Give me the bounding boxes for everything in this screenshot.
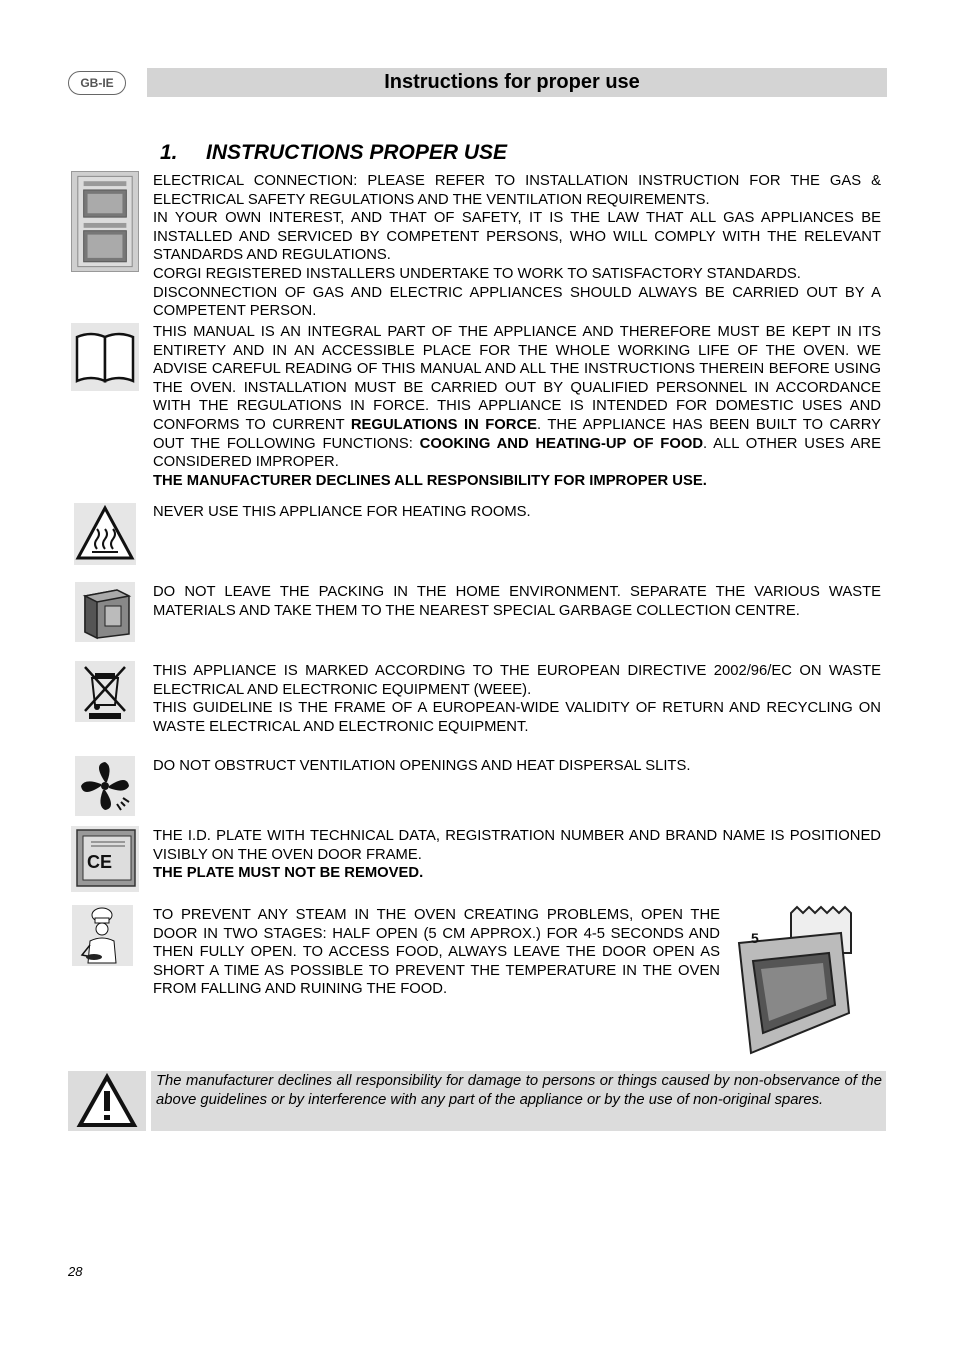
plate-bold: THE PLATE MUST NOT BE REMOVED. [153, 865, 424, 882]
warning-text: The manufacturer declines all responsibility for damage to persons or things caused by non-observance of the above guidelines or by interference with any part of the appliance or by the use of non-original spares. [156, 1073, 882, 1108]
page-title: Instructions for proper use [384, 71, 640, 93]
packing-box-icon [75, 582, 135, 642]
plate-disclaimer [153, 864, 881, 883]
book-icon [71, 323, 139, 391]
weee-bin-icon [75, 661, 135, 722]
manual-paragraph [153, 323, 881, 490]
packing-paragraph: DO NOT LEAVE THE PACKING IN THE HOME ENVIRONMENT. SEPARATE THE VARIOUS WASTE MATERIALS AND TAKE THEM TO THE NEAREST SPECIAL GARBAGE COLLECTION CENTRE. [153, 584, 881, 619]
svg-text:CE: CE [87, 852, 113, 872]
svg-text:5: 5 [751, 930, 759, 946]
manual-text [153, 323, 881, 472]
steam-paragraph: TO PREVENT ANY STEAM IN THE OVEN CREATING PROBLEMS, OPEN THE DOOR IN TWO STAGES: HALF OPEN (5 CM APPROX.) FOR 4-5 SECONDS AND THEN FULLY OPEN. TO ACCESS FOOD, ALWAYS LEAVE THE DOOR OPEN AS SHORT A TIME AS POSSIBLE TO PREVENT THE TEMPERATURE IN THE OVEN FROM FALLING AND RUINING THE FOOD. [153, 907, 720, 998]
manual-bold-disclaimer: THE MANUFACTURER DECLINES ALL RESPONSIBILITY FOR IMPROPER USE. [153, 472, 707, 489]
electrical-text-3: CORGI REGISTERED INSTALLERS UNDERTAKE TO WORK TO SATISFACTORY STANDARDS. [153, 265, 801, 282]
weee-text-2: THIS GUIDELINE IS THE FRAME OF A EUROPEAN-WIDE VALIDITY OF RETURN AND RECYCLING ON WASTE ELECTRICAL AND ELECTRONIC EQUIPMENT. [153, 700, 881, 735]
section-title [160, 141, 507, 165]
weee-text-1: THIS APPLIANCE IS MARKED ACCORDING TO THE EUROPEAN DIRECTIVE 2002/96/EC ON WASTE ELECTRICAL AND ELECTRONIC EQUIPMENT (WEEE). [153, 663, 881, 698]
hot-surface-icon [74, 503, 136, 565]
fan-icon [75, 756, 135, 816]
oven-door-icon [731, 903, 871, 1061]
header-bar [147, 68, 887, 97]
chef-icon [72, 905, 133, 966]
manual-bold-regulations: REGULATIONS IN FORCE [350, 416, 538, 433]
plate-text: THE I.D. PLATE WITH TECHNICAL DATA, REGISTRATION NUMBER AND BRAND NAME IS POSITIONED VISIBLY ON THE OVEN DOOR FRAME. [153, 828, 881, 863]
plate-paragraph [153, 827, 881, 883]
manual-text-part3: . ALL OTHER USES ARE CONSIDERED IMPROPER. [153, 435, 881, 471]
ventilation-paragraph: DO NOT OBSTRUCT VENTILATION OPENINGS AND HEAT DISPERSAL SLITS. [153, 758, 691, 774]
electrical-text-4: DISCONNECTION OF GAS AND ELECTRIC APPLIANCES SHOULD ALWAYS BE CARRIED OUT BY A COMPETENT PERSON. [153, 284, 881, 320]
manual-text-part1: THIS MANUAL IS AN INTEGRAL PART OF THE APPLIANCE AND THEREFORE MUST BE KEPT IN ITS ENTIRETY AND IN AN ACCESSIBLE PLACE FOR THE WHOLE WORKING LIFE OF THE OVEN. WE ADVISE CAREFUL READING OF THIS MANUAL AND ALL THE INSTRUCTIONS THEREIN BEFORE USING THE OVEN. INSTALLATION MUST BE CARRIED OUT BY QUALIFIED PERSONNEL IN ACCORDANCE WITH THE REGULATIONS IN FORCE. THIS APPLIANCE IS INTENDED FOR DOMESTIC USES AND CONFORMS TO CURRENT [153, 324, 881, 433]
electrical-text-2: IN YOUR OWN INTEREST, AND THAT OF SAFETY, IT IS THE LAW THAT ALL GAS APPLIANCES BE INSTALLED AND SERVICED BY COMPETENT PERSONS, WHO WILL COMPLY WITH THE RELEVANT STANDARDS AND REGULATIONS. [153, 210, 881, 264]
manual-disclaimer [153, 472, 881, 491]
electrical-paragraph [153, 172, 881, 321]
electrical-text-1: ELECTRICAL CONNECTION: PLEASE REFER TO INSTALLATION INSTRUCTION FOR THE GAS & ELECTRICAL SAFETY REGULATIONS AND THE VENTILATION REQUIREMENTS. [153, 173, 881, 208]
id-plate-icon [71, 826, 139, 892]
page-number: 28 [68, 1264, 83, 1279]
oven-icon [71, 171, 139, 272]
language-badge: GB-IE [68, 71, 126, 95]
manual-text-part2: . THE APPLIANCE HAS BEEN BUILT TO CARRY OUT THE FOLLOWING FUNCTIONS: [153, 416, 881, 452]
section-heading: INSTRUCTIONS PROPER USE [206, 141, 508, 164]
weee-paragraph [153, 662, 881, 736]
heating-paragraph: NEVER USE THIS APPLIANCE FOR HEATING ROOMS. [153, 504, 531, 520]
section-number: 1. [160, 141, 178, 164]
manual-bold-functions: COOKING AND HEATING-UP OF FOOD [419, 435, 704, 452]
warning-icon [68, 1071, 146, 1131]
